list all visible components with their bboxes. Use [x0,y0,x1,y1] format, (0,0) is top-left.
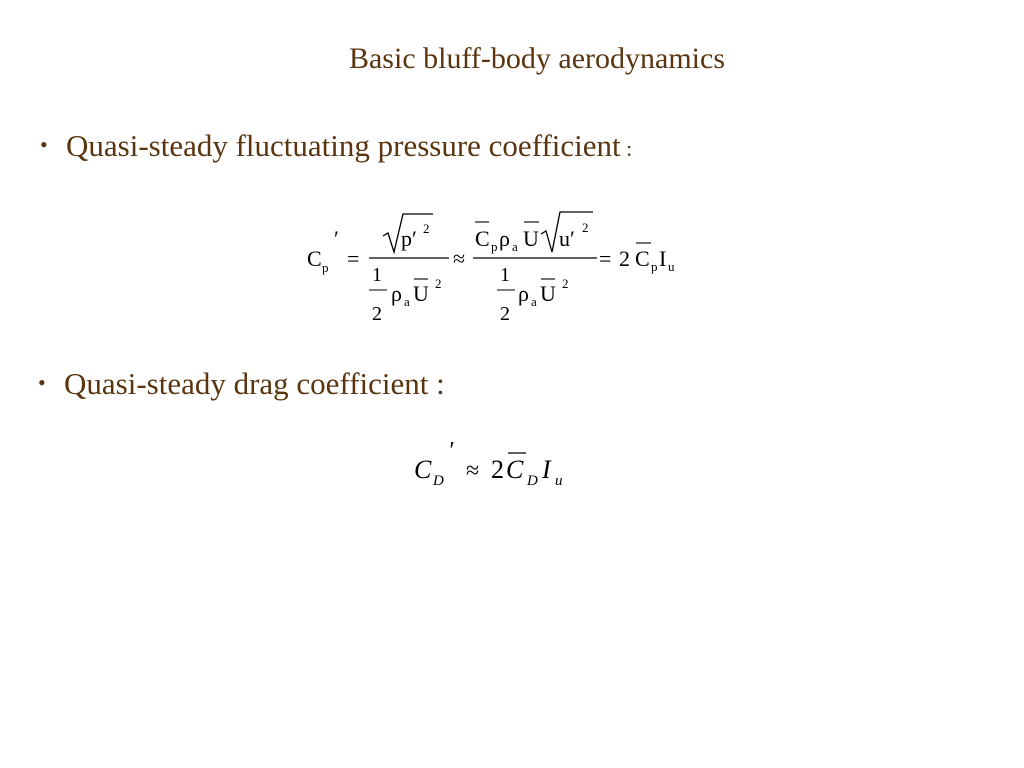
eq-rho-1: ρ [391,281,402,306]
bullet-drag-coefficient [38,366,445,402]
eq-approx-1: ≈ [453,246,466,271]
eq-cd-coeff: 2 [491,455,504,484]
eq-U-1: U [413,281,429,306]
eq-U-2: U [523,226,539,251]
eq-result-C: C [635,246,650,271]
eq-cd-sub: D [433,473,444,489]
eq-pprime: p′ [401,226,417,251]
eq-uprime: u′ [559,226,575,251]
eq-result-coeff: 2 [619,246,630,271]
eq-half-den-2: 2 [500,303,510,325]
eq-cd-I-sub: u [555,473,563,489]
eq-result-I: I [659,246,667,271]
eq-cp-sub: p [322,260,329,275]
drag-coefficient-equation [410,438,610,498]
eq-cd-result-C: C [506,455,524,484]
eq-half-den-1: 2 [372,303,382,325]
bullet-text: Quasi-steady fluctuating pressure coefficient [66,128,621,163]
eq-U-exp-3: 2 [562,276,569,291]
eq-result-I-sub: u [668,259,675,274]
eq-cd-approx: ≈ [466,458,480,484]
pressure-coefficient-equation [303,200,703,330]
eq-uprime-exp: 2 [582,220,589,235]
eq-rho-3: ρ [518,281,529,306]
eq-C-sub-2: p [491,239,498,254]
eq-U-exp-1: 2 [435,276,442,291]
eq-pprime-exp: 2 [423,221,430,236]
bullet-pressure-coefficient [40,128,632,164]
eq-rho-sub-2: a [512,239,518,254]
eq-cd-I: I [542,455,551,484]
eq-half-num-1: 1 [372,264,382,286]
eq-cp-prime: ′ [334,226,339,251]
bullet-marker: • [40,132,48,157]
eq-rho-sub-1: a [404,294,410,309]
bullet-text: Quasi-steady drag coefficient : [64,366,445,401]
eq-rho-sub-3: a [531,294,537,309]
eq-cp-C: C [307,246,322,271]
bullet-suffix: : [620,136,633,161]
eq-cd-prime: ′ [448,438,454,464]
eq-result-C-sub: p [651,259,658,274]
eq-half-num-2: 1 [500,264,510,286]
eq-rho-2: ρ [499,226,510,251]
eq-C-2: C [475,226,490,251]
slide-title: Basic bluff-body aerodynamics [348,42,725,75]
eq-U-3: U [540,281,556,306]
eq-equals-2: = [599,246,612,271]
eq-cd-result-sub: D [527,473,538,489]
eq-equals-1: = [347,246,360,271]
eq-cd-C: C [414,455,432,484]
bullet-marker: • [38,370,46,395]
